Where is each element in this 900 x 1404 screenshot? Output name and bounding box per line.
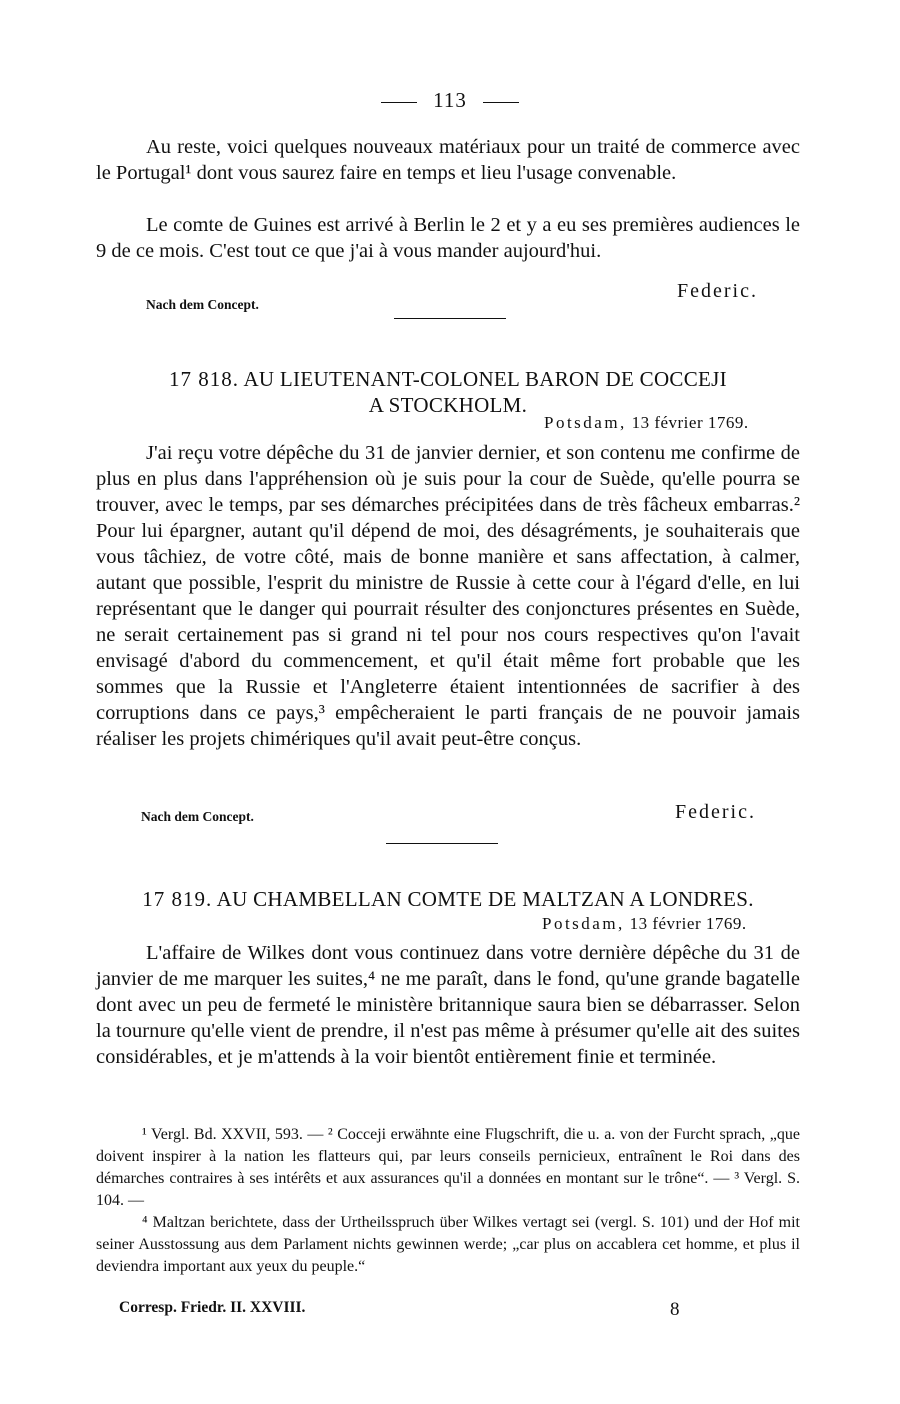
dateline-date: 13 février 1769. <box>631 413 749 432</box>
letter-number: 17 818. <box>169 367 240 391</box>
footnote-text: ⁴ Maltzan berichtete, dass der Urtheilsspruch über Wilkes vertagt sei (vergl. S. 101) und der Hof mit seiner Ausstossung aus dem Parlament nichts gewinnen werde; „car plus on accablera cet homme, et plus il deviendra important aux yeux du peuple.“ <box>96 1214 800 1275</box>
letter-heading-17818 <box>96 366 800 418</box>
source-note-1: Nach dem Concept. <box>146 297 259 312</box>
letter-recipient: AU LIEUTENANT-COLONEL BARON DE COCCEJI <box>243 367 727 391</box>
dateline-place: Potsdam, <box>542 914 625 933</box>
dateline-place: Potsdam, <box>544 413 627 432</box>
header-dash-right <box>483 102 519 103</box>
separator-rule-1 <box>394 318 506 319</box>
letter-number: 17 819. <box>142 887 213 911</box>
closing-paragraph-1: Au reste, voici quelques nouveaux matériaux pour un traité de commerce avec le Portugal¹ dont vous saurez faire en temps et lieu l'usage convenable. <box>96 136 800 184</box>
letter-heading-17819 <box>96 886 800 912</box>
page-header <box>0 88 900 113</box>
closing-paragraph-2: Le comte de Guines est arrivé à Berlin le 2 et y a eu ses premières audiences le 9 de ce mois. C'est tout ce que j'ai à vous mander aujourd'hui. <box>96 214 800 262</box>
letter-body-17819: L'affaire de Wilkes dont vous continuez dans votre dernière dépêche du 31 de janvier de me marquer les suites,⁴ ne me paraît, dans le fond, qu'une grande bagatelle dont avec un peu de fermeté le ministère britannique saura bien se débarrasser. Selon la tournure qu'elle vient de prendre, il n'est pas même à présumer qu'elle ait des suites considérables, et je m'attends à la voir bientôt entièrement finie et terminée. <box>96 942 800 1068</box>
dateline-2 <box>542 914 747 934</box>
dateline-date: 13 février 1769. <box>629 914 747 933</box>
footnotes-block-2 <box>96 1212 800 1278</box>
header-dash-left <box>381 102 417 103</box>
page-number: 113 <box>433 88 467 112</box>
footnote-text: ¹ Vergl. Bd. XXVII, 593. — ² Cocceji erwähnte eine Flugschrift, die u. a. von der Furcht sprach, „que doivent inspirer à la nation les flatteurs qui, par leurs conseils pernicieux, entraînent le Roi dans des démarches contraires à ses intérêts et aux assurances qu'il a données en montant sur le trône“. — ³ Vergl. S. 104. — <box>96 1126 800 1209</box>
letter-recipient-place: A STOCKHOLM. <box>368 393 528 417</box>
letter-body-17818: J'ai reçu votre dépêche du 31 de janvier dernier, et son contenu me confirme de plus en plus dans l'appréhension où je suis pour la cour de Suède, qu'elle pourra se trouver, avec le temps, par ses démarches précipitées dans de très fâcheux embarras.² Pour lui épargner, autant qu'il dépend de moi, des désagréments, je souhaiterais que vous tâchiez, de votre côté, mais de bonne manière et sans affectation, à calmer, autant que possible, l'esprit du ministre de Russie à cette cour à l'égard d'elle, en lui représentant que le danger qui pourrait résulter des conjonctures présentes en Suède, ne serait certainement pas si grand ni tel pour nos cours respectives qu'on l'avait envisagé d'abord du commencement, et qu'il était même fort probable que les sommes que la Russie et l'Angleterre étaient intentionnées de sacrifier à des corruptions dans ce pays,³ empêcheraient le parti français de ne pouvoir jamais réaliser les projets chimériques qu'il avait peut-être conçus. <box>96 442 800 750</box>
footer-signature-mark: 8 <box>670 1299 680 1320</box>
letter-recipient: AU CHAMBELLAN COMTE DE MALTZAN A LONDRES. <box>216 887 754 911</box>
dateline-1 <box>544 413 749 433</box>
source-note-2: Nach dem Concept. <box>141 809 254 824</box>
signature-2: Federic. <box>675 801 756 823</box>
footnotes-block-1 <box>96 1124 800 1212</box>
signature-1: Federic. <box>677 280 758 302</box>
footer-series: Corresp. Friedr. II. XXVIII. <box>119 1299 306 1316</box>
separator-rule-2 <box>386 843 498 844</box>
